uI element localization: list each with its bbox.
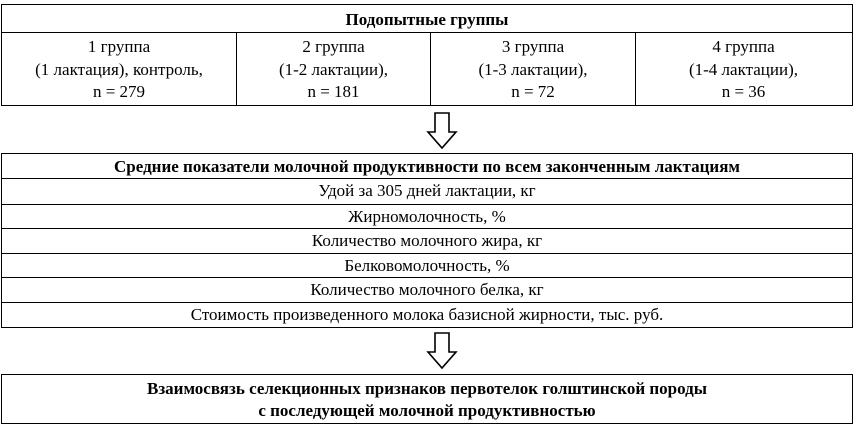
indicator-row-milk-protein: Количество молочного белка, кг	[2, 277, 852, 302]
group-3-lactations: (1-3 лактации),	[478, 59, 588, 79]
indicators-list	[2, 179, 852, 326]
indicators-box	[1, 153, 853, 328]
group-1-count: n = 279	[92, 82, 146, 101]
group-3-count: n = 72	[511, 82, 555, 101]
group-2-cell	[237, 33, 431, 105]
groups-box	[1, 4, 853, 106]
down-arrow-icon	[426, 332, 458, 370]
group-1-cell	[2, 33, 237, 105]
groups-row	[2, 33, 852, 105]
indicator-row-milk-fat: Количество молочного жира, кг	[2, 228, 852, 253]
result-line-2: с последующей молочной продуктивностью	[258, 401, 596, 420]
indicators-title: Средние показатели молочной продуктивности по всем законченным лактациям	[2, 154, 852, 179]
result-box	[1, 374, 853, 424]
group-4-cell	[636, 33, 851, 105]
group-2-lactations: (1-2 лактации),	[278, 59, 389, 79]
indicator-row-protein-content: Белковомолочность, %	[2, 253, 852, 278]
indicator-row-milk-yield: Удой за 305 дней лактации, кг	[318, 181, 536, 200]
result-line-1: Взаимосвязь селекционных признаков первотелок голштинской породы	[146, 379, 708, 398]
group-4-count: n = 36	[721, 82, 766, 101]
down-arrow-icon	[426, 112, 458, 150]
group-1-lactations: (1 лактация), контроль,	[35, 59, 203, 79]
group-2-name: 2 группа	[302, 37, 365, 56]
group-1-name: 1 группа	[87, 37, 151, 56]
indicator-row-milk-value: Стоимость произведенного молока базисной жирности, тыс. руб.	[2, 302, 852, 327]
group-3-cell	[431, 33, 636, 105]
group-4-name: 4 группа	[712, 37, 775, 56]
group-2-count: n = 181	[307, 82, 360, 101]
group-3-name: 3 группа	[501, 37, 565, 56]
groups-title: Подопытные группы	[2, 5, 852, 33]
group-4-lactations: (1-4 лактации),	[688, 59, 799, 79]
indicator-row-fat-content: Жирномолочность, %	[2, 204, 852, 229]
result-text	[2, 375, 852, 422]
